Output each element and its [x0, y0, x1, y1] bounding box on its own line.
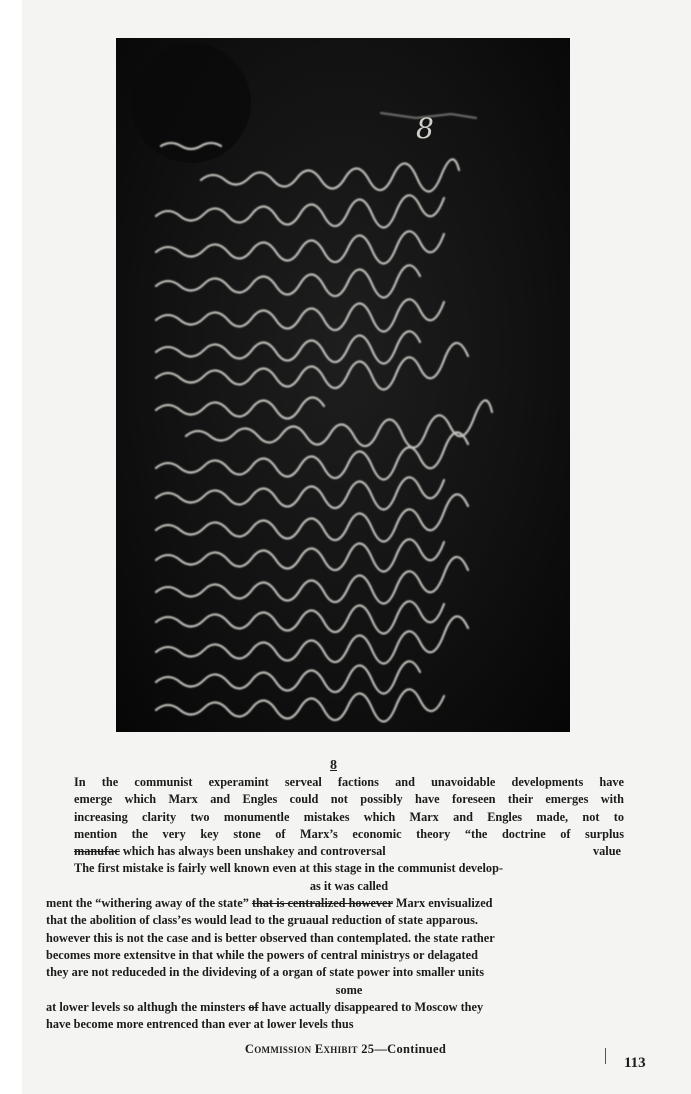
page-marker: 8 [330, 758, 337, 773]
struck-word: of [248, 999, 259, 1014]
transcript-text: have actually disappeared to Moscow they [258, 999, 484, 1014]
transcript-line: have become more entrenced than ever at lower levels thus [46, 1017, 354, 1032]
exhibit-caption [0, 1042, 691, 1057]
inserted-word: some [335, 982, 363, 997]
handwriting-scribbles [116, 38, 570, 732]
struck-word: manufac [74, 844, 120, 859]
inserted-phrase: as it was called [309, 878, 389, 893]
transcript-line [46, 999, 624, 1016]
inserted-word: value [593, 844, 622, 859]
transcript-line [46, 895, 624, 912]
transcript-line: that the abolition of class’es would lead to the gruaual reduction of state apparous. [46, 913, 479, 928]
transcript-line: mention the very key stone of Marx’s economic theory “the doctrine of surplus [74, 826, 624, 841]
transcript-line: they are not reduceded in the divideving of a organ of state power into smaller units [46, 965, 485, 980]
transcript-line: The first mistake is fairly well known even at this stage in the communist develop- [74, 861, 504, 876]
transcript-line: In the communist experamint serveal factions and unavoidable developments have [74, 775, 624, 789]
caption-suffix: —Continued [374, 1042, 447, 1056]
handwritten-page-number: 8 [416, 112, 434, 145]
transcript-text: ment the “withering away of the state” [46, 896, 252, 911]
letter-transcript [46, 774, 624, 1033]
transcript-line: increasing clarity two monumentle mistakes which Marx and Engles made, not to [74, 809, 624, 824]
transcript-line [74, 843, 624, 860]
transcript-line: emerge which Marx and Engles could not possibly have foreseen their emerges with [74, 792, 624, 807]
page-number: 113 [624, 1055, 646, 1071]
transcript-line: however this is not the case and is better observed than contemplated. the state rather [46, 930, 495, 945]
margin-mark [605, 1048, 606, 1064]
struck-phrase: that is centralized however [251, 896, 393, 911]
caption-title: Commission Exhibit 25 [244, 1042, 375, 1056]
transcript-text: Marx envisualized [392, 896, 493, 911]
handwritten-letter-photo [116, 38, 570, 732]
transcript-text: at lower levels so althugh the minsters [46, 999, 249, 1014]
transcript-text: which has always been unshakey and controversal [119, 844, 386, 859]
transcript-line: becomes more extensitve in that while the powers of central ministrys or delagated [46, 947, 478, 962]
